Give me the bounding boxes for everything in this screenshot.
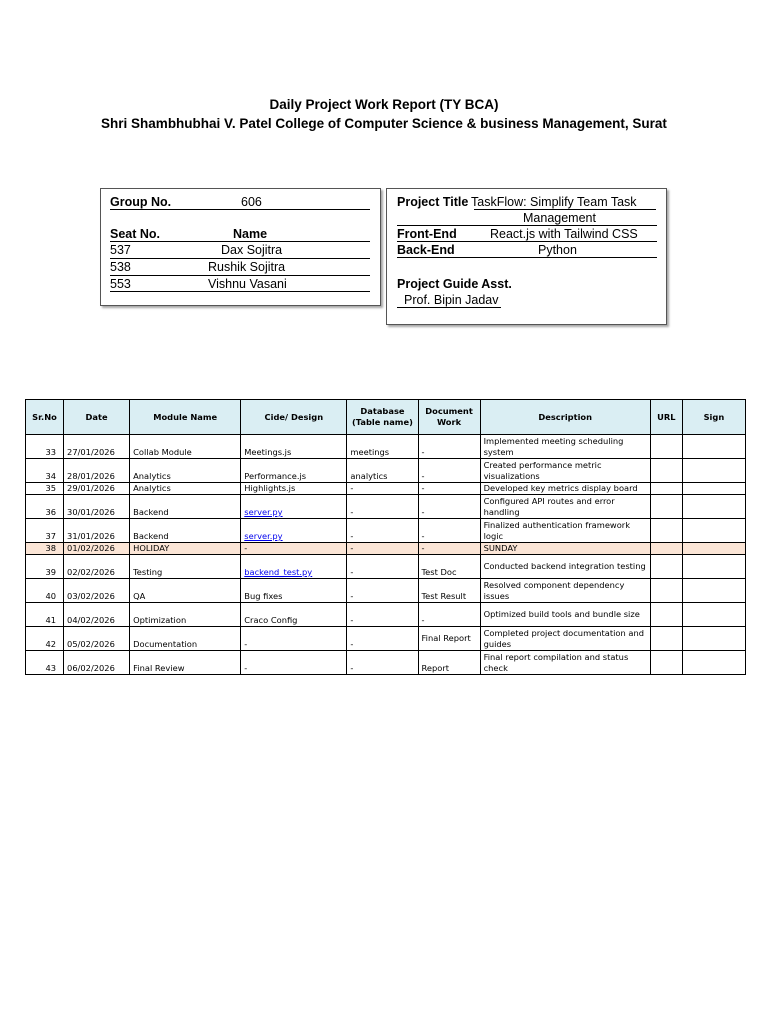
cell-module: QA xyxy=(130,579,241,603)
cell-srno: 34 xyxy=(26,459,64,483)
cell-module: Collab Module xyxy=(130,435,241,459)
cell-srno: 39 xyxy=(26,555,64,579)
cell-description: Conducted backend integration testing xyxy=(480,555,650,579)
member-seat: 538 xyxy=(110,260,131,274)
cell-url xyxy=(650,483,682,495)
cell-document: Test Result xyxy=(418,579,480,603)
cell-description: Finalized authentication framework logic xyxy=(480,519,650,543)
table-row xyxy=(26,483,746,495)
cell-document: Test Doc xyxy=(418,555,480,579)
cell-module: Optimization xyxy=(130,603,241,627)
cell-url xyxy=(650,627,682,651)
cell-sign xyxy=(682,555,745,579)
cell-database: - xyxy=(347,543,418,555)
backend-underline xyxy=(397,257,657,258)
cell-description: Resolved component dependency issues xyxy=(480,579,650,603)
member-seat: 553 xyxy=(110,277,131,291)
cell-sign xyxy=(682,651,745,675)
code-file-link[interactable]: server.py xyxy=(244,531,283,541)
member-seat: 537 xyxy=(110,243,131,257)
member-underline xyxy=(110,275,370,276)
cell-description: Configured API routes and error handling xyxy=(480,495,650,519)
cell-code xyxy=(241,519,347,543)
name-label: Name xyxy=(233,227,268,241)
member-underline xyxy=(110,258,370,259)
guide-label: Project Guide Asst. xyxy=(397,277,512,291)
cell-sign xyxy=(682,483,745,495)
group-label: Group No. xyxy=(110,195,172,209)
cell-code xyxy=(241,495,347,519)
header-database: Database (Table name) xyxy=(347,400,418,435)
frontend-label: Front-End xyxy=(397,227,457,241)
cell-database: - xyxy=(347,603,418,627)
header-url: URL xyxy=(650,400,682,435)
header-document: Document Work xyxy=(418,400,480,435)
cell-sign xyxy=(682,519,745,543)
cell-description: Final report compilation and status check xyxy=(480,651,650,675)
cell-url xyxy=(650,543,682,555)
cell-srno: 38 xyxy=(26,543,64,555)
table-row xyxy=(26,579,746,603)
table-row xyxy=(26,651,746,675)
seat-underline xyxy=(110,241,370,242)
cell-date: 02/02/2026 xyxy=(64,555,130,579)
cell-url xyxy=(650,435,682,459)
table-row xyxy=(26,495,746,519)
group-value: 606 xyxy=(241,195,262,209)
header-code: Cide/ Design xyxy=(241,400,347,435)
cell-description: SUNDAY xyxy=(480,543,650,555)
cell-module: Analytics xyxy=(130,459,241,483)
work-report-table xyxy=(25,399,746,675)
cell-code: - xyxy=(241,651,347,675)
cell-document: - xyxy=(418,495,480,519)
cell-date: 05/02/2026 xyxy=(64,627,130,651)
table-row xyxy=(26,555,746,579)
cell-document: - xyxy=(418,519,480,543)
member-name: Dax Sojitra xyxy=(221,243,283,257)
cell-srno: 41 xyxy=(26,603,64,627)
table-header-row xyxy=(26,400,746,435)
report-title: Daily Project Work Report (TY BCA) xyxy=(269,97,499,112)
seat-label: Seat No. xyxy=(110,227,161,241)
project-title-underline xyxy=(397,225,657,226)
cell-document: - xyxy=(418,543,480,555)
cell-date: 06/02/2026 xyxy=(64,651,130,675)
cell-sign xyxy=(682,543,745,555)
cell-url xyxy=(650,651,682,675)
cell-description: Developed key metrics display board xyxy=(480,483,650,495)
cell-description: Optimized build tools and bundle size xyxy=(480,603,650,627)
header-date: Date xyxy=(64,400,130,435)
cell-database: analytics xyxy=(347,459,418,483)
cell-sign xyxy=(682,603,745,627)
cell-document: - xyxy=(418,435,480,459)
frontend-underline xyxy=(397,241,657,242)
code-file-link[interactable]: backend_test.py xyxy=(244,567,313,577)
member-name: Rushik Sojitra xyxy=(208,260,286,274)
backend-label: Back-End xyxy=(397,243,455,257)
cell-sign xyxy=(682,627,745,651)
cell-database: - xyxy=(347,519,418,543)
group-underline xyxy=(110,209,370,210)
project-title-value: TaskFlow: Simplify Team Task xyxy=(471,195,637,209)
cell-database: - xyxy=(347,627,418,651)
header-srno: Sr.No xyxy=(26,400,64,435)
cell-module: Analytics xyxy=(130,483,241,495)
cell-document: - xyxy=(418,459,480,483)
cell-srno: 33 xyxy=(26,435,64,459)
cell-code: Bug fixes xyxy=(241,579,347,603)
project-title-underline xyxy=(474,209,656,210)
cell-sign xyxy=(682,495,745,519)
cell-code: Performance.js xyxy=(241,459,347,483)
cell-srno: 42 xyxy=(26,627,64,651)
table-row xyxy=(26,459,746,483)
cell-url xyxy=(650,555,682,579)
project-info-box xyxy=(386,188,667,325)
cell-document: - xyxy=(418,483,480,495)
cell-document: - xyxy=(418,603,480,627)
cell-module: Final Review xyxy=(130,651,241,675)
backend-value: Python xyxy=(538,243,577,257)
cell-srno: 36 xyxy=(26,495,64,519)
cell-url xyxy=(650,459,682,483)
cell-document: Final Report xyxy=(418,627,480,651)
cell-date: 30/01/2026 xyxy=(64,495,130,519)
cell-database: - xyxy=(347,579,418,603)
header-sign: Sign xyxy=(682,400,745,435)
cell-database: - xyxy=(347,483,418,495)
cell-code: - xyxy=(241,627,347,651)
cell-date: 27/01/2026 xyxy=(64,435,130,459)
cell-code: Highlights.js xyxy=(241,483,347,495)
cell-module: Backend xyxy=(130,519,241,543)
cell-date: 01/02/2026 xyxy=(64,543,130,555)
cell-url xyxy=(650,579,682,603)
guide-underline xyxy=(397,307,501,308)
cell-code: Craco Config xyxy=(241,603,347,627)
cell-url xyxy=(650,519,682,543)
table-row xyxy=(26,603,746,627)
table-row xyxy=(26,627,746,651)
cell-database: - xyxy=(347,651,418,675)
header-module: Module Name xyxy=(130,400,241,435)
cell-code xyxy=(241,555,347,579)
code-file-link[interactable]: server.py xyxy=(244,507,283,517)
cell-module: Documentation xyxy=(130,627,241,651)
cell-sign xyxy=(682,459,745,483)
table-row-holiday xyxy=(26,543,746,555)
cell-code: - xyxy=(241,543,347,555)
guide-value: Prof. Bipin Jadav xyxy=(404,293,499,307)
cell-url xyxy=(650,495,682,519)
cell-description: Completed project documentation and guides xyxy=(480,627,650,651)
college-name: Shri Shambhubhai V. Patel College of Computer Science & business Management, Surat xyxy=(101,116,667,131)
cell-sign xyxy=(682,435,745,459)
cell-code: Meetings.js xyxy=(241,435,347,459)
project-title-value-cont: Management xyxy=(523,211,596,225)
project-title-label: Project Title xyxy=(397,195,469,209)
cell-srno: 35 xyxy=(26,483,64,495)
cell-sign xyxy=(682,579,745,603)
cell-database: meetings xyxy=(347,435,418,459)
member-name: Vishnu Vasani xyxy=(208,277,287,291)
cell-module: Testing xyxy=(130,555,241,579)
cell-document: Report xyxy=(418,651,480,675)
table-row xyxy=(26,519,746,543)
table-row xyxy=(26,435,746,459)
cell-date: 04/02/2026 xyxy=(64,603,130,627)
frontend-value: React.js with Tailwind CSS xyxy=(490,227,638,241)
cell-module: HOLIDAY xyxy=(130,543,241,555)
cell-database: - xyxy=(347,495,418,519)
cell-date: 28/01/2026 xyxy=(64,459,130,483)
cell-date: 03/02/2026 xyxy=(64,579,130,603)
cell-description: Created performance metric visualizations xyxy=(480,459,650,483)
member-underline xyxy=(110,291,370,292)
cell-date: 29/01/2026 xyxy=(64,483,130,495)
cell-module: Backend xyxy=(130,495,241,519)
cell-description: Implemented meeting scheduling system xyxy=(480,435,650,459)
group-info-box xyxy=(100,188,381,306)
header-description: Description xyxy=(480,400,650,435)
cell-url xyxy=(650,603,682,627)
cell-database: - xyxy=(347,555,418,579)
cell-srno: 43 xyxy=(26,651,64,675)
cell-date: 31/01/2026 xyxy=(64,519,130,543)
cell-srno: 40 xyxy=(26,579,64,603)
cell-srno: 37 xyxy=(26,519,64,543)
